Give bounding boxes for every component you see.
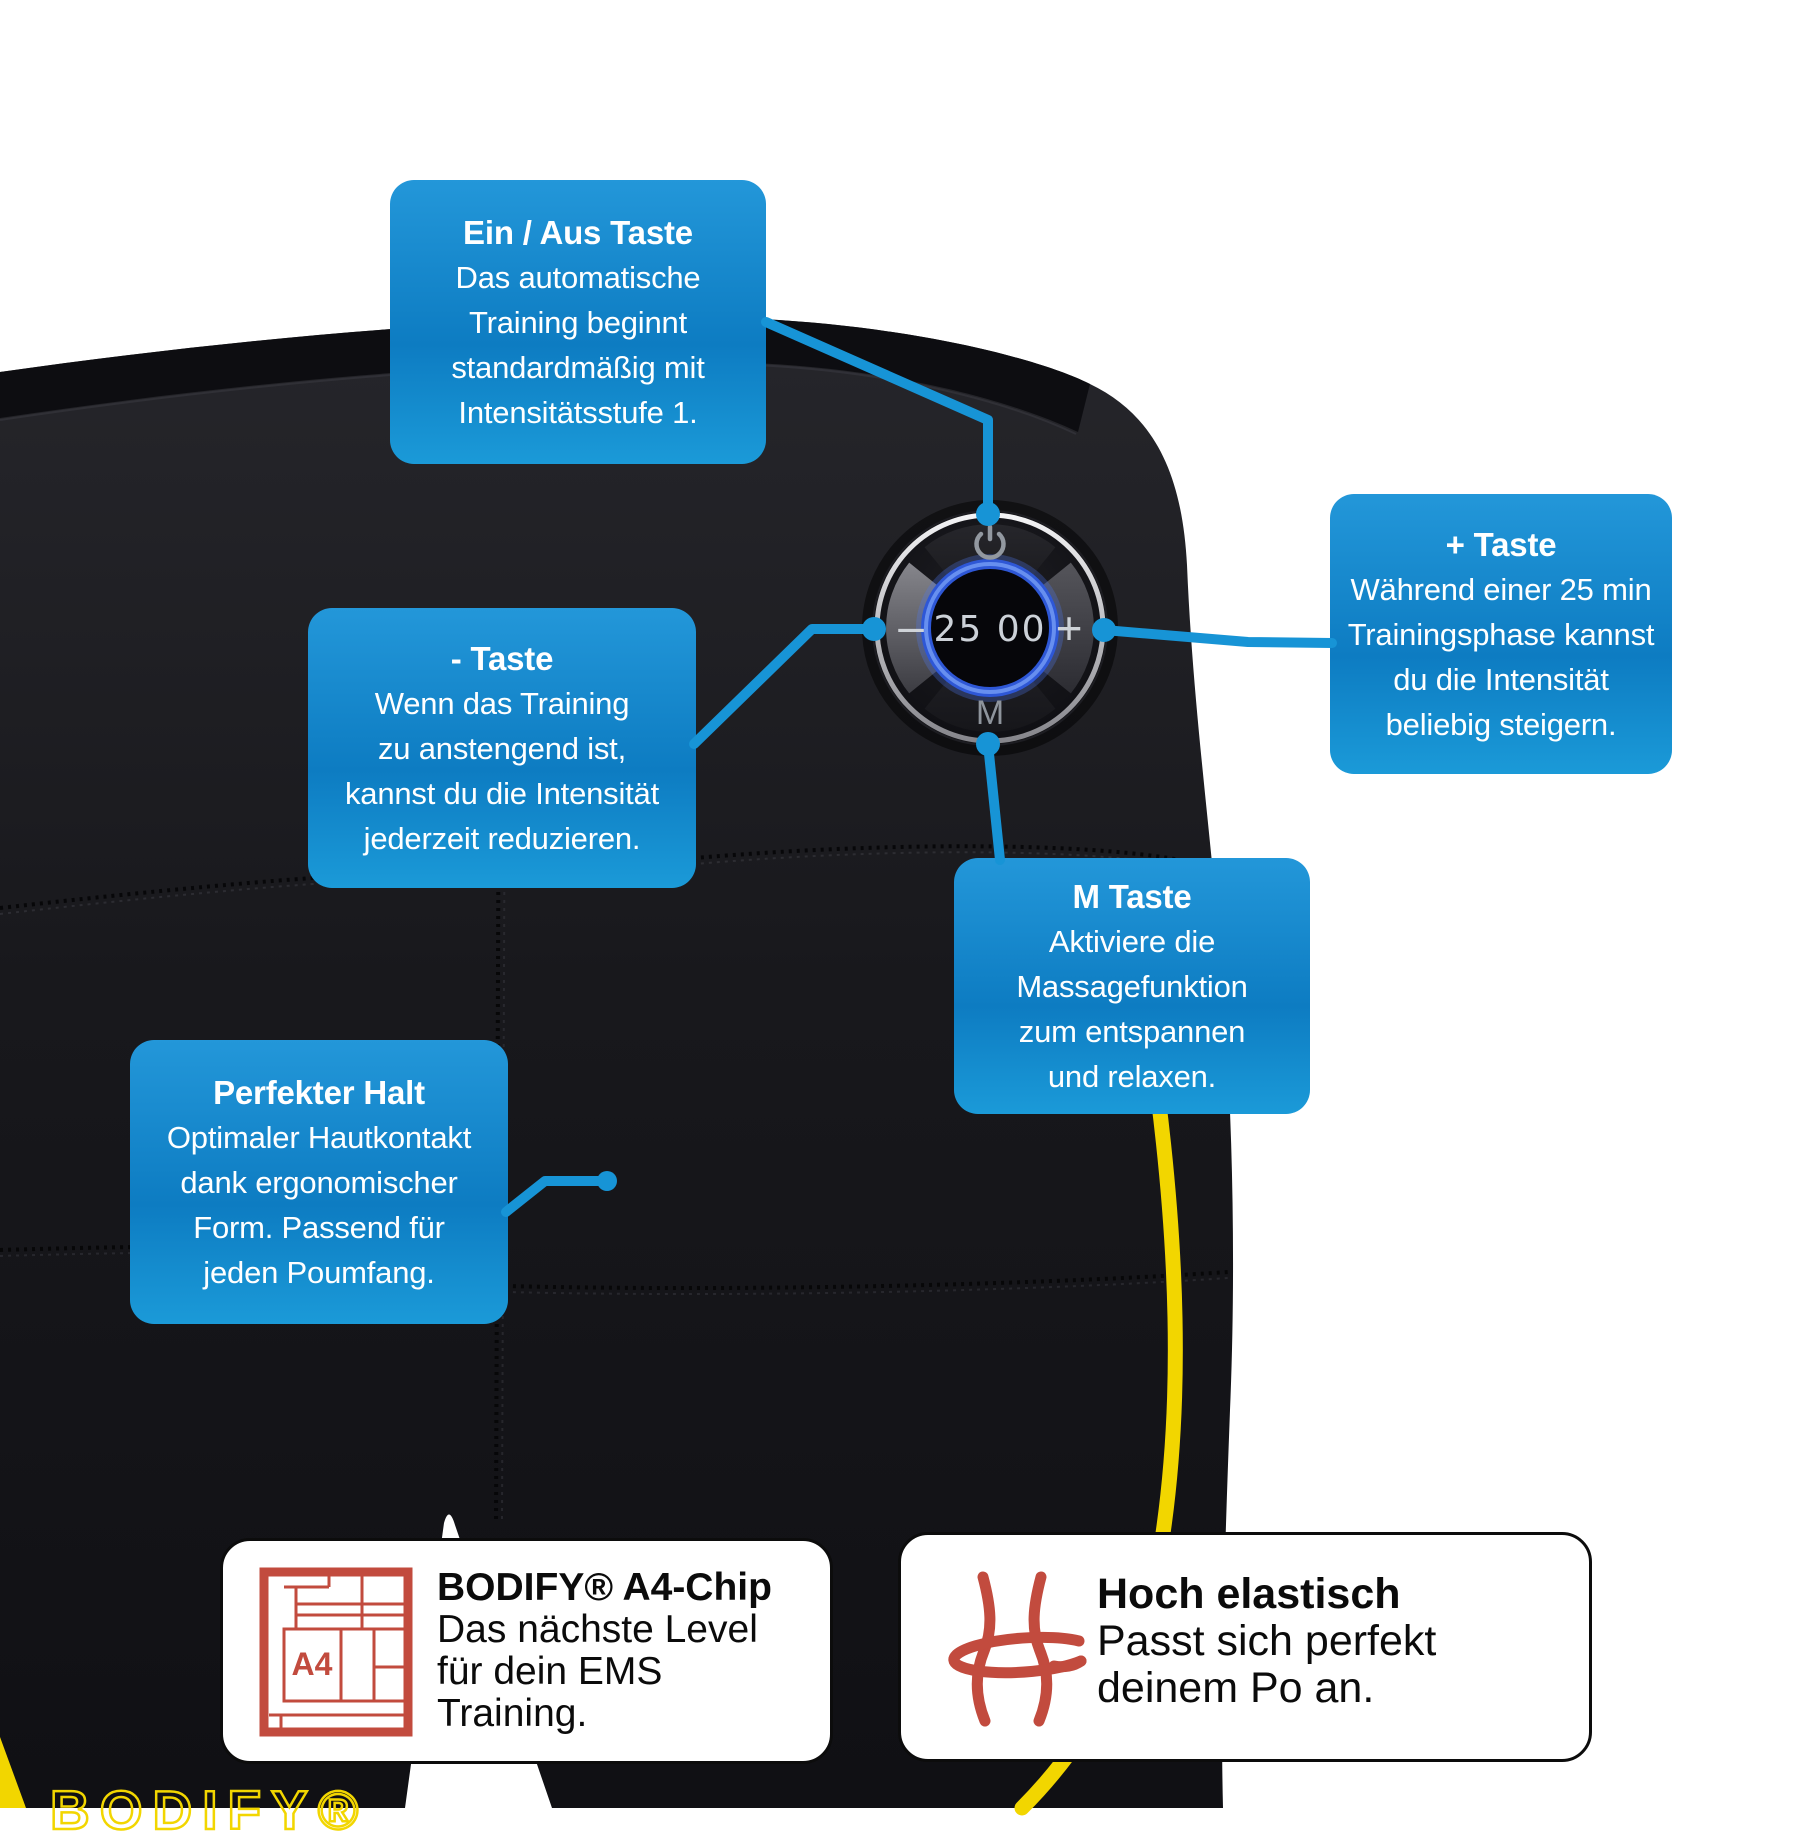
a4-label: A4	[291, 1646, 333, 1682]
leader-power	[766, 322, 988, 512]
callout-line: jederzeit reduzieren.	[363, 820, 641, 856]
callout-line: dank ergonomischer	[180, 1164, 458, 1200]
callout-line: jeden Poumfang.	[203, 1254, 435, 1290]
callout-line: Wenn das Training	[374, 685, 630, 721]
connector-dot-minus	[862, 617, 886, 641]
callout-line: zum entspannen	[1018, 1013, 1246, 1049]
leader-fit	[506, 1181, 604, 1212]
leader-mode	[988, 744, 1000, 860]
callout-line: du die Intensität	[1393, 661, 1609, 697]
plus-icon: +	[1055, 602, 1083, 654]
callout-title: Ein / Aus Taste	[463, 213, 693, 251]
timer-display: 25 00	[933, 609, 1047, 650]
callout-line: zu anstengend ist,	[377, 730, 627, 766]
callout-line: Während einer 25 min	[1350, 571, 1652, 607]
feature-line: Training.	[437, 1692, 588, 1735]
connector-dot-plus	[1092, 618, 1116, 642]
connector-dot-fit	[597, 1171, 617, 1191]
connector-dot-mode	[976, 732, 1000, 756]
connector-dot-power	[976, 502, 1000, 526]
leader-minus	[694, 629, 872, 744]
m-button-label: M	[975, 694, 1005, 732]
callout-line: Training beginnt	[469, 304, 687, 340]
callout-line: Massagefunktion	[1016, 968, 1248, 1004]
callout-line: Intensitätsstufe 1.	[458, 394, 698, 430]
callout-line: Trainingsphase kannst	[1347, 616, 1655, 652]
callout-title: - Taste	[450, 639, 554, 677]
minus-icon: –	[898, 600, 924, 652]
feature-line: deinem Po an.	[1097, 1664, 1375, 1712]
feature-line: Das nächste Level	[437, 1608, 758, 1651]
callout-line: kannst du die Intensität	[344, 775, 660, 811]
callout-line: Optimaler Hautkontakt	[166, 1119, 472, 1155]
callout-line: und relaxen.	[1047, 1058, 1217, 1094]
brand-logo: BODIFY®	[50, 1779, 369, 1841]
callout-line: beliebig steigern.	[1385, 706, 1617, 742]
callout-title: M Taste	[1072, 877, 1192, 915]
feature-title: BODIFY® A4-Chip	[437, 1566, 772, 1609]
callout-title: Perfekter Halt	[213, 1073, 425, 1111]
callout-line: Aktiviere die	[1048, 923, 1216, 959]
leader-plus	[1104, 630, 1332, 643]
feature-line: Passt sich perfekt	[1097, 1617, 1437, 1665]
callout-line: standardmäßig mit	[451, 349, 705, 385]
feature-title: Hoch elastisch	[1097, 1570, 1401, 1618]
callout-title: + Taste	[1445, 525, 1557, 563]
callout-line: Form. Passend für	[193, 1209, 445, 1245]
callout-line: Das automatische	[455, 259, 701, 295]
feature-line: für dein EMS	[437, 1650, 663, 1693]
